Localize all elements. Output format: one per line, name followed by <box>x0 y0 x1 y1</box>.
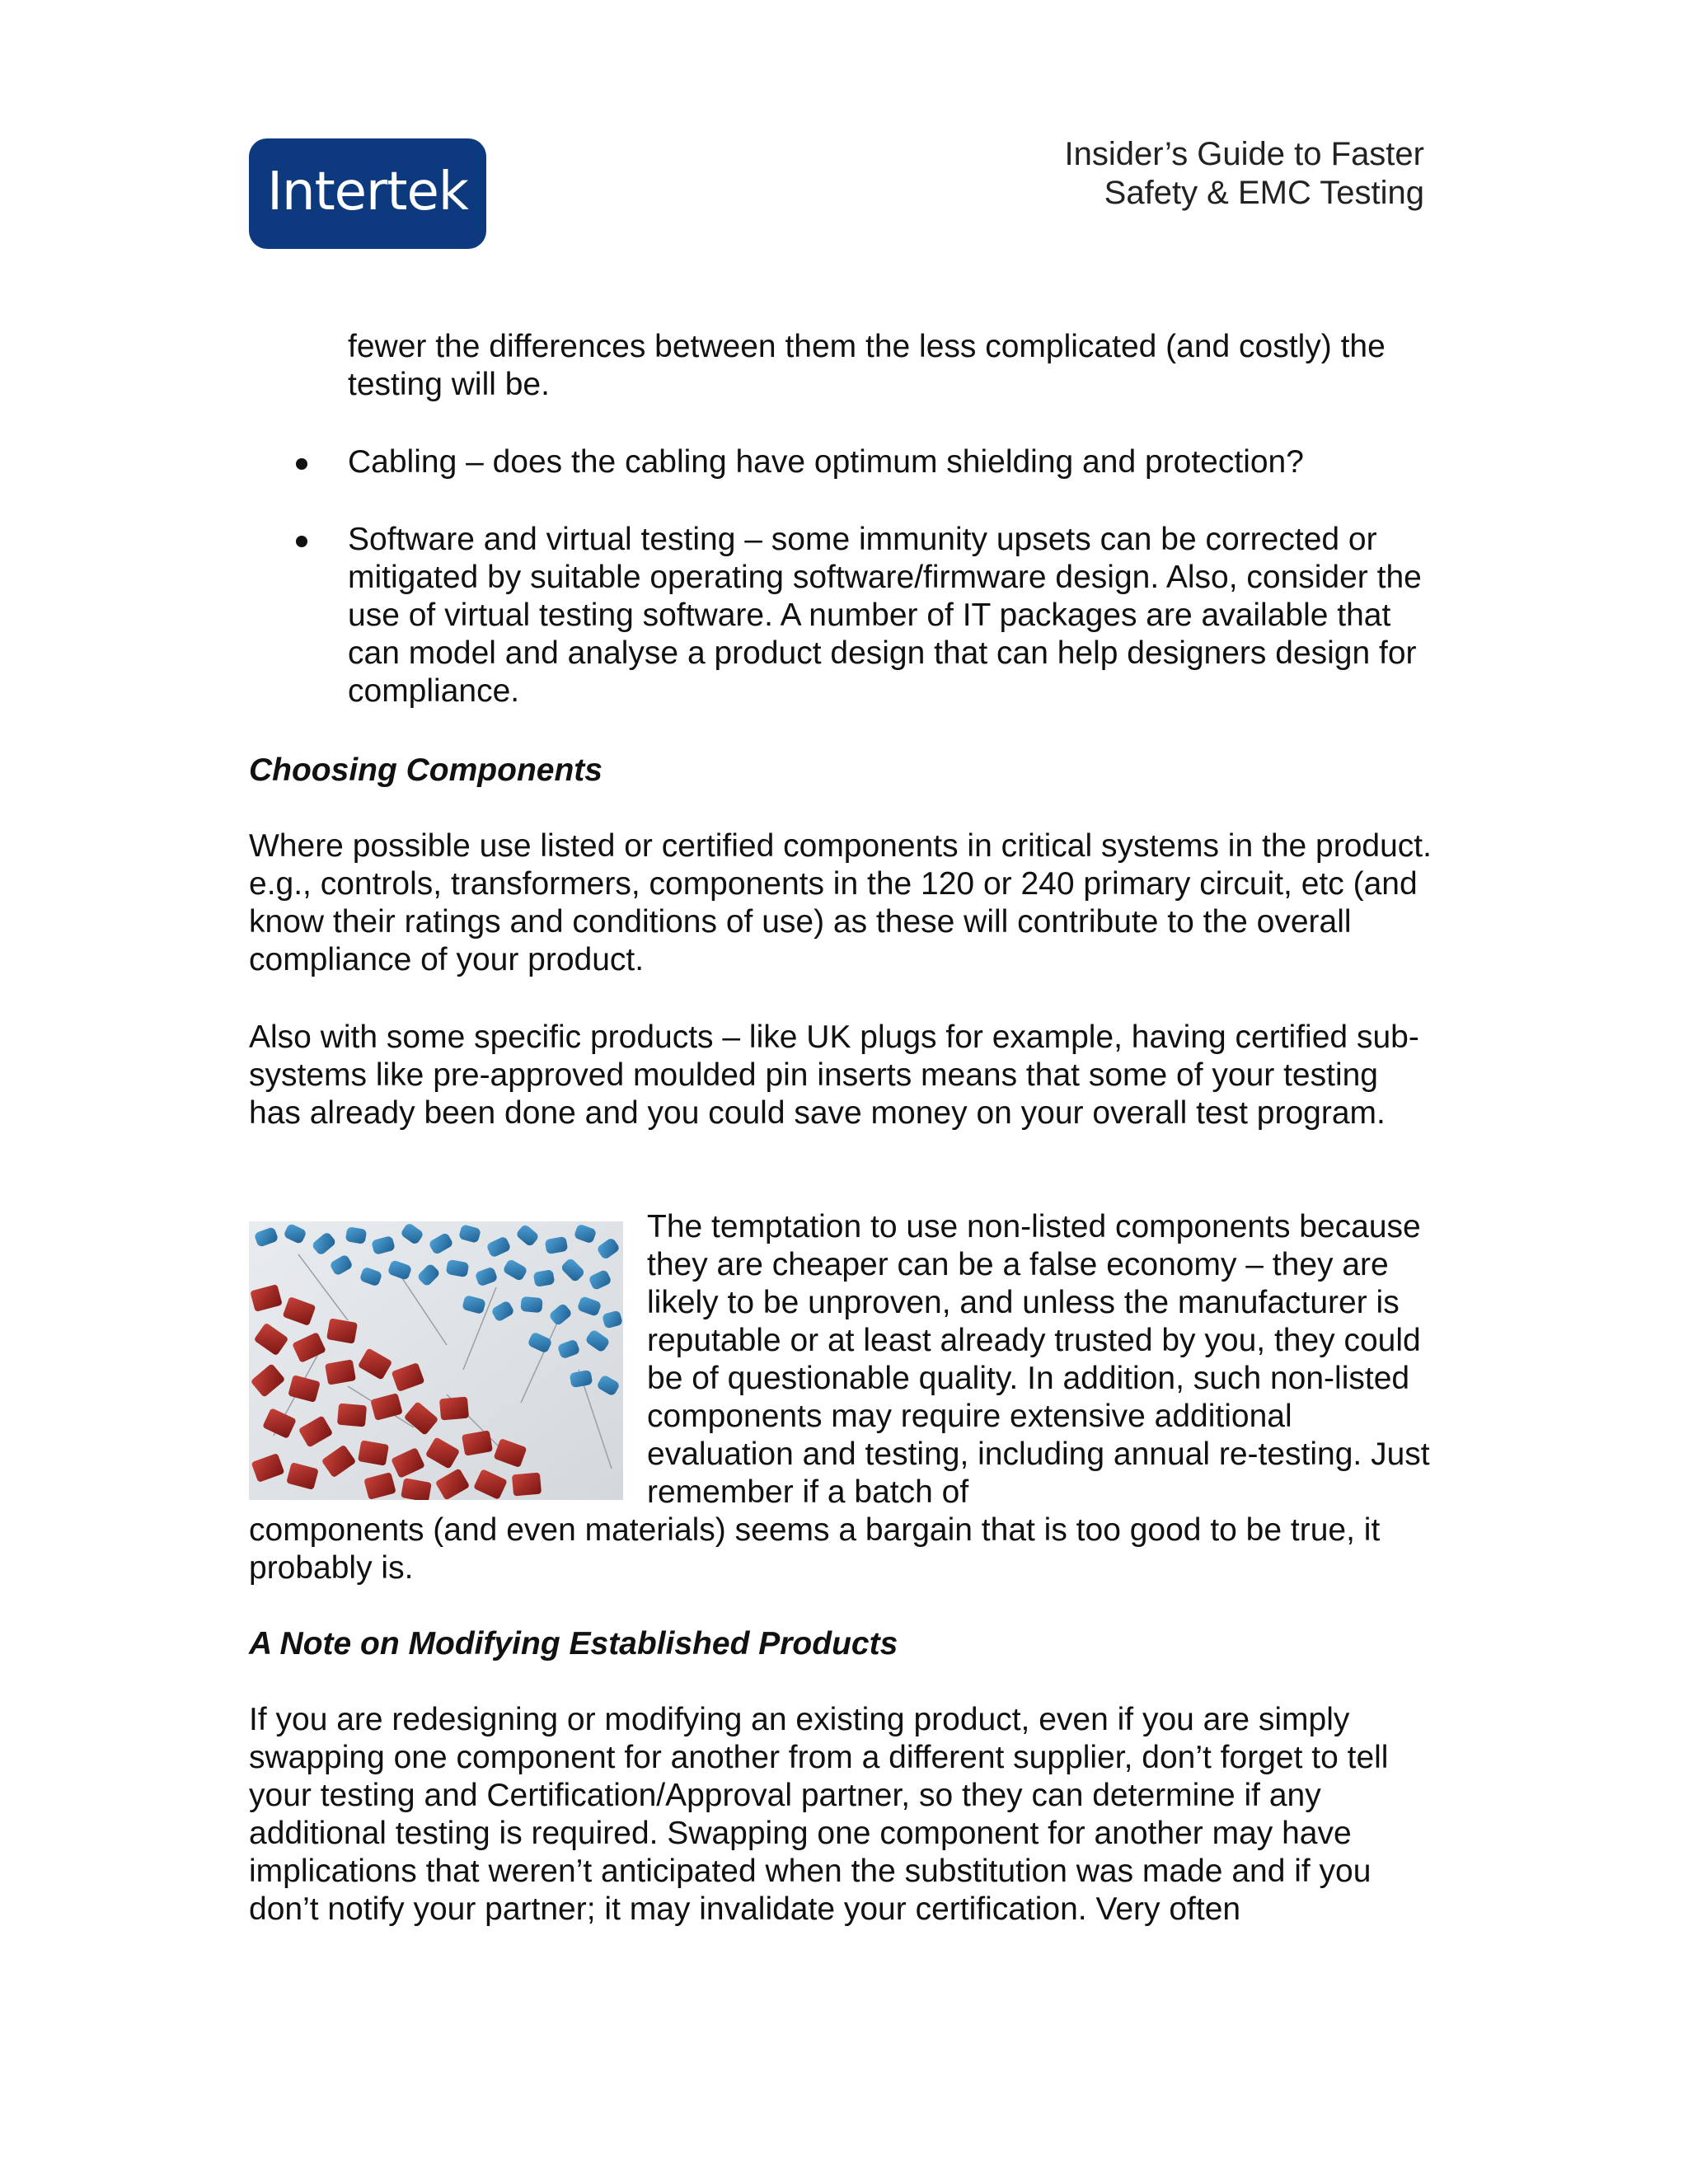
paragraph-non-listed-components: The temptation to use non-listed components because they are cheaper can be a false economy – they are likely to be unproven, and unless the manufacturer is reputable or at least already trusted by you, they could be of questionable quality. In addition, such non-listed components may require extensive additional evaluation and testing, including annual re-testing. Just remember if a batch of <box>647 1209 1430 1510</box>
bullet-dot <box>296 536 307 547</box>
paragraph-listed-components: Where possible use listed or certified components in critical systems in the product. e.g., controls, transformers, components in the 120 or 240 primary circuit, etc (and know their ratings and conditions of use) as these will contribute to the overall compliance of your product. <box>249 828 1432 977</box>
intertek-logo <box>249 138 486 249</box>
continued-paragraph: fewer the differences between them the less complicated (and costly) the testing will be. <box>348 329 1386 402</box>
paragraph-non-listed-components-continued: components (and even materials) seems a bargain that is too good to be true, it probably is. <box>249 1512 1381 1586</box>
paragraph-modifying-products: If you are redesigning or modifying an existing product, even if you are simply swapping one component for another from a different supplier, don’t forget to tell your testing and Certification/Approval partner, so they can determine if any additional testing is required. Swapping one component for another may have implications that weren’t anticipated when the substitution was made and if you don’t notify your partner; it may invalidate your certification. Very often <box>249 1702 1389 1927</box>
capacitors-photo <box>249 1221 623 1500</box>
document-title <box>1064 135 1424 213</box>
bullet-item-cabling: Cabling – does the cabling have optimum shielding and protection? <box>348 444 1304 480</box>
document-title-line-1: Insider’s Guide to Faster <box>1064 136 1424 172</box>
section-heading-choosing-components: Choosing Components <box>249 752 603 788</box>
paragraph-certified-subsystems: Also with some specific products – like UK plugs for example, having certified sub-systems like pre-approved moulded pin inserts means that some of your testing has already been done and you could save money on your overall test program. <box>249 1019 1419 1131</box>
logo-text: Intertek <box>267 162 468 223</box>
bullet-dot <box>296 458 307 470</box>
bullet-item-software: Software and virtual testing – some immunity upsets can be corrected or mitigated by suitable operating software/firmware design. Also, consider the use of virtual testing software. A number of IT packages are available that can model and analyse a product design that can help designers design for compliance. <box>348 522 1422 709</box>
section-heading-modifying-products: A Note on Modifying Established Products <box>249 1626 898 1661</box>
document-title-line-2: Safety & EMC Testing <box>1104 175 1424 211</box>
